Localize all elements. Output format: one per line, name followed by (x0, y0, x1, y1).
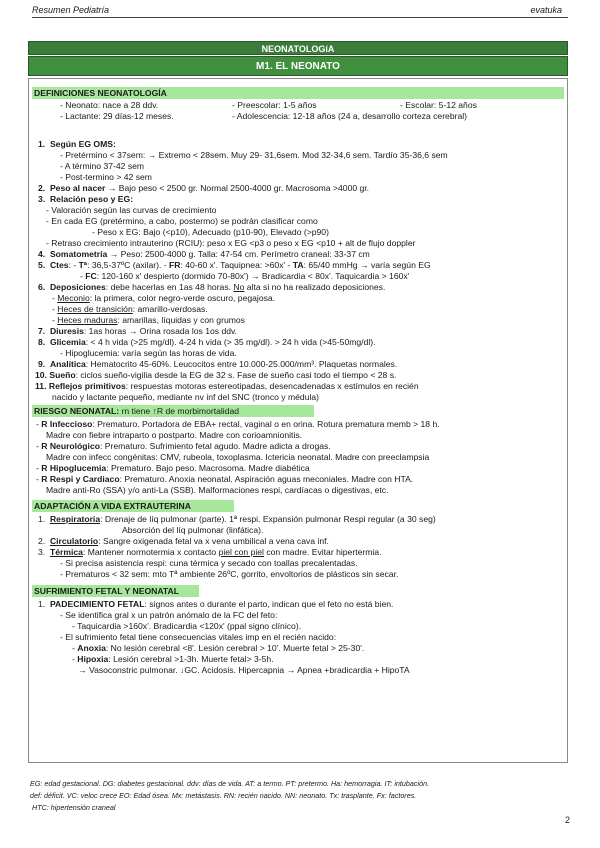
item-somatometria (38, 249, 370, 260)
item-padecimiento (38, 599, 393, 610)
item-text: : Sangre oxigenada fetal va x vena umbilical a vena cava inf. (98, 536, 329, 546)
item-text: - (36, 441, 42, 451)
item-text: - (80, 271, 86, 281)
line-peso-eg: - Peso x EG: Bajo (<p10), Adecuado (p10-90), Elevado (>p90) (92, 227, 329, 237)
section-title: RIESGO NEONATAL: (34, 406, 122, 416)
line-termino: - A término 37-42 sem (60, 161, 145, 171)
item-title: Analítica (49, 359, 86, 369)
item-label: FR (169, 260, 181, 270)
line-asistencia: - Si precisa asistencia respi: cuna térmica y secado con toallas precalentadas. (60, 558, 358, 568)
section-subtitle: rn tiene ↑R de morbimortalidad (121, 406, 240, 416)
item-number: 7. (38, 326, 46, 336)
section-sufrimiento: SUFRIMIENTO FETAL Y NEONATAL (32, 585, 199, 597)
item-analitica (38, 359, 397, 370)
line-hipoglucemia: - Hipoglucemia: varía según las horas de vida. (60, 348, 237, 358)
item-title: Térmica (49, 547, 83, 557)
item-number: 10. (35, 370, 47, 380)
line-absorcion: Absorción del líq pulmonar (linfática). (122, 525, 264, 535)
item-text: : Mantener normotermia x contacto (82, 547, 219, 557)
item-respiratoria (38, 514, 436, 525)
item-text: - (52, 293, 58, 303)
item-text: con madre. Evitar hipertermia. (263, 547, 382, 557)
page-number: 2 (564, 815, 570, 825)
risk-infeccioso-cont: Madre con fiebre intraparto o postparto. Madre con corioamnionitis. (46, 430, 303, 440)
footer-abbrev-1: EG: edad gestacional. DG: diabetes gestacional. ddv: días de vida. AT: a termo. PT: pretermo. Ha: hemorragia. IT: intubación. (30, 779, 430, 788)
item-label: FC (85, 271, 97, 281)
item-text: : Drenaje de líq pulmonar (parte). 1ª respi. Expansión pulmonar Respi regular (a 30 seg) (100, 514, 436, 524)
item-title: Deposiciones (49, 282, 106, 292)
line-hipoxia (72, 654, 274, 665)
item-title: Respiratoria (49, 514, 101, 524)
item-number: 1. (38, 514, 46, 524)
header-author: evatuka (530, 5, 562, 15)
chapter-band: NEONATOLOGíA (28, 41, 568, 55)
line-fc (80, 271, 409, 282)
item-text: : respuestas motoras estereotipadas, desencadenadas x estímulos en recién (125, 381, 419, 391)
line-meconio (52, 293, 275, 304)
risk-respi-cont: Madre anti-Ro (SSA) y/o anti-La (SSB). Malformaciones respi, cardíacas o digestivas, etc. (46, 485, 389, 495)
def-lactante: - Lactante: 29 días-12 meses. (60, 111, 174, 121)
item-number: 2. (38, 536, 46, 546)
line-reflejos-cont: nacido y lactante pequeño, mediante nv inf del SNC (tronco y médula) (52, 392, 320, 402)
item-glicemia (38, 337, 376, 348)
line-heces-maduras (52, 315, 245, 326)
item-title: Somatometría (49, 249, 108, 259)
item-number: 11. (35, 381, 47, 391)
line-consecuencias: - El sufrimiento fetal tiene consecuencias vitales imp en el recién nacido: (60, 632, 337, 642)
item-peso (38, 183, 369, 194)
item-title: Diuresis (49, 326, 84, 336)
item-text: → Bajo peso < 2500 gr. Normal 2500-4000 gr. Macrosoma >4000 gr. (105, 183, 370, 193)
item-text: - (52, 315, 58, 325)
item-circulatorio (38, 536, 329, 547)
item-label: R Respi y Cardiaco (41, 474, 120, 484)
item-text: : 1as horas → Orina rosada los 1os ddv. (83, 326, 238, 336)
item-text: : signos antes o durante el parto, indican que el feto no está bien. (144, 599, 394, 609)
item-text: : 36,5-37ºC (axilar). - (87, 260, 170, 270)
item-text: - (72, 654, 78, 664)
item-text: : la primera, color negro-verde oscuro, pegajosa. (89, 293, 276, 303)
item-text: : amarillo-verdosas. (132, 304, 208, 314)
section-riesgo (32, 405, 314, 417)
line-clasificar: - En cada EG (pretérmino, a cabo, postermo) se podrán clasificar como (46, 216, 318, 226)
item-eg (38, 139, 116, 150)
item-label: R Hipoglucemia (41, 463, 107, 473)
item-text: piel con piel (218, 547, 264, 557)
item-label: R Neurológico (41, 441, 100, 451)
item-reflejos (35, 381, 419, 392)
item-text: : ciclos sueño-vigilia desde la EG de 32 s. Fase de sueño casi todo el tiempo < 28 s. (75, 370, 397, 380)
def-neonato: - Neonato: nace a 28 ddv. (60, 100, 159, 110)
item-text: No (233, 282, 245, 292)
item-text: : No lesión cerebral <8'. Lesión cerebral > 10'. Muerte fetal > 25-30'. (105, 643, 365, 653)
item-title: Según EG OMS: (49, 139, 116, 149)
item-text: → Peso: 2500-4000 g. Talla: 47-54 cm. Perímetro craneal: 33-37 cm (107, 249, 370, 259)
item-number: 3. (38, 547, 46, 557)
line-valoracion: - Valoración según las curvas de crecimiento (46, 205, 217, 215)
item-text: : 65/40 mmHg → varía según EG (303, 260, 431, 270)
page-header (32, 3, 568, 18)
item-title: Circulatorio (49, 536, 99, 546)
line-vasoconstriccion: → Vasoconstric pulmonar. ↓GC. Acidosis. Hipercapnia → Apnea +bradicardia + HipoTA (78, 665, 410, 675)
item-text: : Prematuro. Anoxia neonatal. Aspiración aguas meconiales. Madre con HTA. (119, 474, 414, 484)
module-band: M1. EL NEONATO (28, 56, 568, 76)
item-title: Ctes (49, 260, 69, 270)
item-text: : < 4 h vida (>25 mg/dl). 4-24 h vida (> 35 mg/dl). > 24 h vida (>45-50mg/dl). (85, 337, 376, 347)
line-patron-fc: - Se identifica gral x un patrón anómalo de la FC del feto: (60, 610, 278, 620)
item-deposiciones (38, 282, 385, 293)
item-number: 2. (38, 183, 46, 193)
item-number: 1. (38, 599, 46, 609)
item-title: Relación peso y EG: (49, 194, 134, 204)
footer-abbrev-2: def: déficit. VC: veloc crece EO: Edad ósea. Mx: metástasis. RN: recién nacido. NN: neonato. Tx: trasplante. Fx: factores. (30, 791, 417, 800)
item-text: alta si no ha realizado deposiciones. (244, 282, 386, 292)
line-prematuros: - Prematuros < 32 sem: mto Tª ambiente 26ºC, gorrito, envoltorios de plásticos sin secar. (60, 569, 399, 579)
line-postermino: - Post-termino > 42 sem (60, 172, 152, 182)
item-number: 6. (38, 282, 46, 292)
risk-neurologico-cont: Madre con infecc congénitas: CMV, rubeola, toxoplasma. Ictericia neonatal. Madre con preeclampsia (46, 452, 430, 462)
item-text: - (36, 474, 42, 484)
def-escolar: - Escolar: 5-12 años (400, 100, 477, 110)
item-title: Peso al nacer (49, 183, 106, 193)
item-number: 3. (38, 194, 46, 204)
item-number: 1. (38, 139, 46, 149)
line-anoxia (72, 643, 364, 654)
item-text: : debe hacerlas en 1as 48 horas. (105, 282, 234, 292)
item-text: : 40-60 x'. Taquipnea: >60x' - (180, 260, 293, 270)
def-preescolar: - Preescolar: 1-5 años (232, 100, 317, 110)
item-text: : Prematuro. Bajo peso. Macrosoma. Madre diabética (106, 463, 310, 473)
item-text: - (52, 304, 58, 314)
item-number: 4. (38, 249, 46, 259)
risk-hipoglucemia (36, 463, 310, 474)
item-label: Tª (78, 260, 88, 270)
item-number: 5. (38, 260, 46, 270)
item-text: - (72, 643, 78, 653)
item-termica (38, 547, 381, 558)
item-sueno (35, 370, 396, 381)
item-number: 9. (38, 359, 46, 369)
header-title: Resumen Pediatría (32, 5, 110, 15)
item-text: : Prematuro. Portadora de EBA+ rectal, vaginal o en orina. Rotura prematura memb > 18 h. (92, 419, 440, 429)
item-relacion (38, 194, 133, 205)
def-adolescencia: - Adolescencia: 12-18 años (24 a, desarrollo corteza cerebral) (232, 111, 468, 121)
item-label: Meconio (57, 293, 90, 303)
item-label: Anoxia (77, 643, 106, 653)
item-label: R Infeccioso (41, 419, 93, 429)
item-title: Glicemia (49, 337, 86, 347)
risk-infeccioso (36, 419, 440, 430)
item-number: 8. (38, 337, 46, 347)
item-text: : Hematocrito 45-60%. Leucocitos entre 10.000-25.000/mm³. Plaquetas normales. (85, 359, 398, 369)
item-text: : 120-160 x' despierto (dormido 70-80x') → Bradicardia < 80x'. Taquicardia > 160x' (96, 271, 410, 281)
item-title: Sueño (49, 370, 76, 380)
item-label: Heces de transición (57, 304, 133, 314)
item-text: : Prematuro. Sufrimiento fetal agudo. Madre adicta a drogas. (99, 441, 331, 451)
item-diuresis (38, 326, 237, 337)
item-text: - (36, 463, 42, 473)
footer-abbrev-3: HTC: hipertensión craneal (32, 803, 116, 812)
line-taquicardia: - Taquicardia >160x'. Bradicardia <120x' (ppal signo clínico). (72, 621, 302, 631)
item-label: Heces maduras (57, 315, 118, 325)
item-text: : Lesión cerebral >1-3h. Muerte fetal> 3-5h. (108, 654, 274, 664)
line-heces-transicion (52, 304, 208, 315)
item-text: : amarillas, líquidas y con grumos (117, 315, 245, 325)
item-title: Reflejos primitivos (48, 381, 126, 391)
item-ctes (38, 260, 431, 271)
item-label: Hipoxia (77, 654, 109, 664)
line-pretermino: - Pretérmino < 37sem: → Extremo < 28sem. Muy 29- 31,6sem. Mod 32-34,6 sem. Tardío 35-36,6 sem (60, 150, 448, 160)
risk-respi-cardiaco (36, 474, 413, 485)
section-definiciones: DEFINICIONES NEONATOLOGÍA (32, 87, 564, 99)
item-text: : - (68, 260, 79, 270)
section-adaptacion: ADAPTACIÓN A VIDA EXTRAUTERINA (32, 500, 234, 512)
item-title: PADECIMIENTO FETAL (49, 599, 145, 609)
item-text: - (36, 419, 42, 429)
item-label: TA (292, 260, 304, 270)
risk-neurologico (36, 441, 331, 452)
line-rciu: - Retraso crecimiento intrauterino (RCIU): peso x EG <p3 o peso x EG <p10 + alt de flujo doppler (46, 238, 416, 248)
